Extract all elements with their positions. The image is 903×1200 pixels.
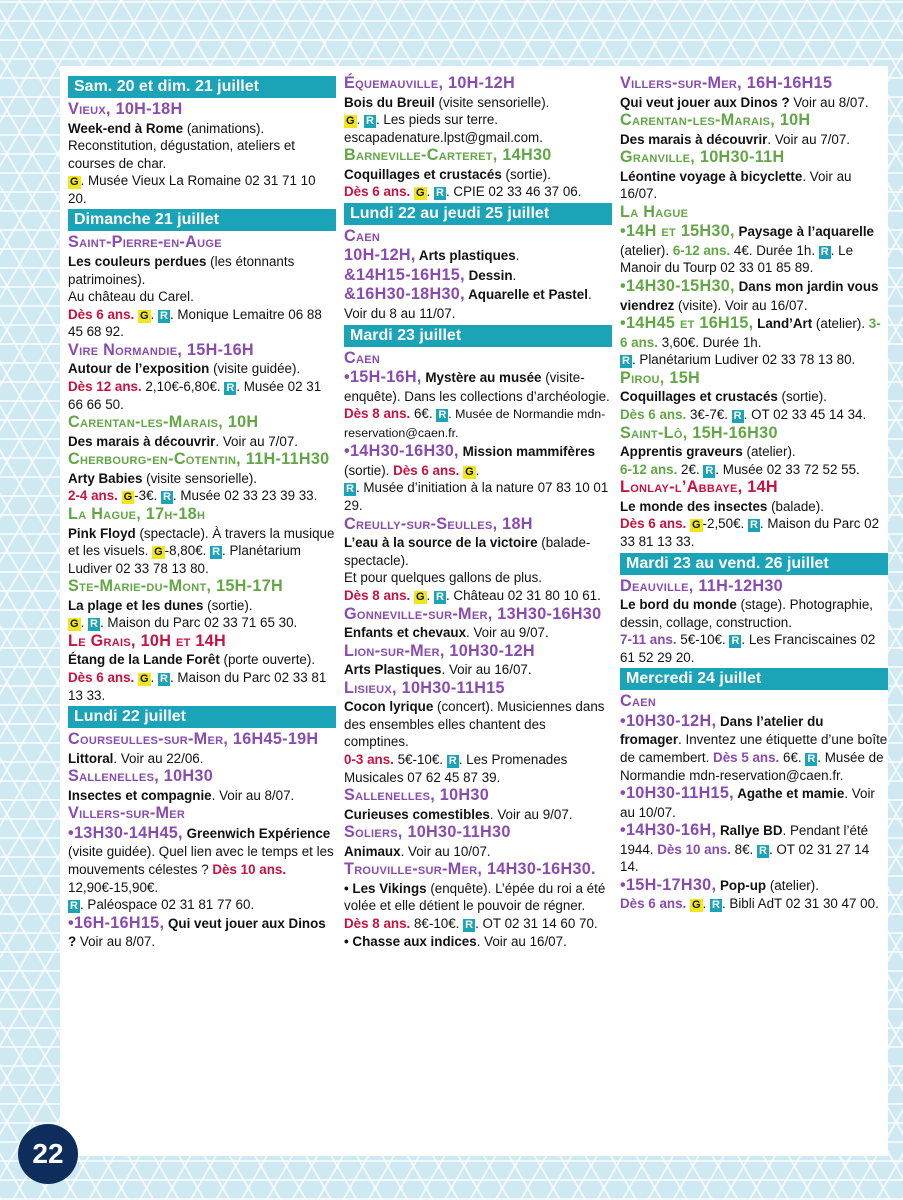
event-name: Agathe et mamie bbox=[733, 786, 845, 802]
event-title: Équemauville, 10H-12H bbox=[344, 74, 515, 92]
event-name: L’eau à la source de la victoire bbox=[344, 535, 538, 551]
reservation-badge: R bbox=[160, 673, 168, 686]
event-deauville bbox=[620, 577, 888, 667]
event-name: Land’Art bbox=[753, 316, 813, 332]
free-badge: G bbox=[465, 465, 474, 478]
reservation-badge: R bbox=[807, 752, 816, 765]
free-badge: G bbox=[415, 590, 425, 603]
date-header: Sam. 20 et dim. 21 juillet bbox=[68, 76, 336, 98]
page-number: 22 bbox=[18, 1124, 78, 1184]
event-name: Des marais à découvrir bbox=[620, 131, 768, 147]
event-title: Lion-sur-Mer, 10H30-12H bbox=[344, 641, 535, 660]
event-name: Autour de l’exposition bbox=[68, 361, 210, 377]
event-desc: Voir au 8/07. bbox=[76, 934, 156, 950]
event-info: . Les Franciscaines 02 61 52 29 20. bbox=[620, 632, 876, 665]
event-name: Dans l’atelier du fromager bbox=[620, 713, 824, 748]
event-name: Qui veut jouer aux Dinos ? bbox=[68, 915, 326, 950]
event-desc: (visite sensorielle). bbox=[434, 94, 550, 110]
age-label: Dès 10 ans. bbox=[212, 862, 287, 878]
event-desc-2: Au château du Carel. bbox=[68, 289, 194, 305]
price: -3€. bbox=[134, 488, 161, 504]
event-name: La plage et les dunes bbox=[68, 597, 204, 613]
session-time: •13H30-14H45, bbox=[68, 823, 183, 842]
event-info: . Maison du Parc 02 33 71 65 30. bbox=[99, 615, 298, 631]
event-info: . Les pieds sur terre. escapadenature.lpst@gmail.com. bbox=[344, 112, 543, 145]
price: 3,60€. Durée 1h. bbox=[657, 334, 762, 350]
event-title: Caen bbox=[344, 348, 381, 367]
event-info: . OT 02 31 14 60 70. bbox=[475, 916, 598, 932]
date-header: Mercredi 24 juillet bbox=[620, 668, 888, 690]
event-name: • Chasse aux indices bbox=[344, 933, 477, 949]
event-saint-pierre: Saint-Pierre-en-Auge Les couleurs perdues (les étonnants patrimoines). Au château du Carel. Dès 6 ans. G . R . Monique Lemaitre 06 88 45 68 92. bbox=[68, 233, 336, 340]
event-name: Paysage à l’aquarelle bbox=[734, 224, 875, 240]
event-cherbourg bbox=[68, 450, 336, 505]
age-label: Dès 10 ans. bbox=[657, 841, 731, 857]
event-la-hague-2 bbox=[620, 203, 888, 369]
event-title: La Hague, 17h-18h bbox=[68, 505, 206, 523]
event-name: Greenwich Expérience bbox=[182, 825, 331, 841]
event-desc: (atelier). bbox=[812, 316, 869, 332]
event-desc: (les étonnants patrimoines). bbox=[68, 253, 295, 287]
price: 3€-7€. bbox=[686, 406, 732, 422]
event-caen-3: Caen •10H30-12H, Dans l’atelier du fromager. Inventez une étiquette d’une boîte de camembert. Dès 5 ans. 6€. R . Musée de Normandie mdn-reservation@caen.fr. •10H30-11H15, Agathe et mamie. Voir au 10/07. •14H30-16H, Rallye BD. Pendant l’été 1944. Dès 10 ans. 8€. R . OT 02 31 27 14 14. •15H-17H30, Pop-up (atelier). Dès 6 ans. G . R . Bibli AdT 02 31 30 47 00. bbox=[620, 692, 888, 912]
event-equemauville: Équemauville, 10H-12H Bois du Breuil (visite sensorielle). G . R . Les pieds sur terre. escapadenature.lpst@gmail.com. bbox=[344, 74, 612, 146]
event-desc: (animations). Reconstitution, dégustation, ateliers et courses de char. bbox=[68, 120, 296, 171]
age-label: 3-6 ans. bbox=[620, 316, 881, 350]
free-badge: G bbox=[691, 899, 701, 912]
free-badge: G bbox=[415, 187, 425, 200]
punct: . bbox=[515, 248, 520, 264]
event-sallenelles-2 bbox=[344, 786, 612, 823]
age-label: Dès 8 ans. bbox=[344, 587, 411, 603]
event-courseulles bbox=[68, 730, 336, 767]
event-info: . Maison du Parc 02 33 81 13 33. bbox=[620, 516, 880, 549]
event-villers bbox=[68, 804, 336, 950]
age-label: 0-3 ans. bbox=[344, 751, 394, 767]
event-desc: . Voir au 8/07. bbox=[211, 787, 295, 803]
event-info: . Les Promenades Musicales 07 62 45 87 39. bbox=[344, 751, 568, 785]
event-info: . Monique Lemaitre 06 88 45 68 92. bbox=[68, 306, 322, 340]
event-info: . Planétarium Ludiver 02 33 78 13 80. bbox=[68, 543, 301, 576]
event-name: Bois du Breuil bbox=[344, 94, 435, 110]
event-desc: (balade-spectacle). bbox=[344, 535, 591, 568]
event-desc: (visite-enquête). Dans les collections d’archéologie. bbox=[344, 370, 610, 404]
session-time: •15H-17H30, bbox=[620, 875, 717, 894]
event-lion bbox=[344, 642, 612, 679]
price: 8€. bbox=[730, 841, 757, 857]
event-info: . Planétarium Ludiver 02 33 78 13 80. bbox=[631, 352, 856, 368]
reservation-badge: R bbox=[366, 115, 374, 128]
event-info: . OT 02 31 27 14 14. bbox=[620, 841, 870, 875]
event-desc: Voir du 8 au 11/07. bbox=[344, 305, 456, 321]
event-desc: . Voir au 16/07. bbox=[620, 168, 852, 202]
event-desc: (enquête). L’épée du roi a été volée et elle détient le pouvoir de régner. bbox=[344, 880, 606, 914]
punct: . bbox=[512, 267, 517, 283]
session-time: •14H et 15H30, bbox=[620, 222, 735, 241]
session-time: 10H-12H, bbox=[344, 246, 416, 265]
event-desc: . Voir au 7/07. bbox=[215, 433, 299, 449]
event-info: . OT 02 33 45 14 34. bbox=[743, 406, 867, 422]
event-name: Week-end à Rome bbox=[68, 120, 184, 136]
reservation-badge: R bbox=[448, 754, 457, 767]
reservation-badge: R bbox=[438, 409, 447, 422]
event-title: Lonlay-l’Abbaye, 14H bbox=[620, 478, 778, 497]
event-desc: (balade). bbox=[767, 498, 824, 514]
event-title: Lisieux, 10H30-11H15 bbox=[344, 678, 505, 697]
session-time: •15H-16H, bbox=[344, 368, 422, 387]
date-header: Dimanche 21 juillet bbox=[68, 209, 336, 231]
reservation-badge: R bbox=[733, 409, 742, 422]
event-granville bbox=[620, 148, 888, 203]
free-badge: G bbox=[346, 115, 355, 128]
session-time: •14H30-16H, bbox=[620, 821, 717, 840]
event-title: Cherbourg-en-Cotentin, 11H-11H30 bbox=[68, 450, 330, 469]
event-desc: (sortie). bbox=[203, 597, 253, 613]
reservation-badge: R bbox=[346, 483, 354, 496]
event-trouville bbox=[344, 860, 612, 950]
column-3 bbox=[620, 74, 888, 913]
event-vieux bbox=[68, 100, 336, 207]
age-label: Dès 6 ans. bbox=[620, 406, 687, 422]
price: 2€. bbox=[677, 461, 704, 477]
event-desc: (visite guidée). Quel lien avec le temps et les mouvements célestes ? bbox=[68, 844, 334, 878]
event-name: Le monde des insectes bbox=[620, 498, 768, 514]
age-label: Dès 6 ans. bbox=[620, 516, 687, 532]
event-title: Soliers, 10H30-11H30 bbox=[344, 823, 511, 842]
event-title: Trouville-sur-Mer, 14H30-16H30. bbox=[344, 860, 596, 879]
session-time: •10H30-11H15, bbox=[620, 784, 734, 803]
session-time: •16H-16H15, bbox=[68, 913, 165, 932]
event-title: Vire Normandie, 15H-16H bbox=[68, 340, 254, 359]
event-info: . CPIE 02 33 46 37 06. bbox=[445, 184, 582, 200]
age-label: 6-12 ans. bbox=[672, 242, 731, 258]
event-name: Pop-up bbox=[716, 877, 767, 893]
reservation-badge: R bbox=[622, 355, 630, 368]
event-name: Arty Babies bbox=[68, 470, 143, 486]
date-header: Lundi 22 juillet bbox=[68, 706, 336, 728]
age-label: Dès 6 ans. bbox=[393, 462, 460, 478]
price: 6€. bbox=[779, 749, 806, 765]
event-info: . Musée de Normandie mdn-reservation@caen.fr. bbox=[344, 407, 606, 440]
event-desc: . Pendant l’été 1944. bbox=[620, 823, 869, 857]
event-title: Carentan-les-Marais, 10H bbox=[620, 111, 811, 130]
event-title: Carentan-les-Marais, 10H bbox=[68, 413, 259, 432]
event-title: Gonneville-sur-Mer, 13H30-16H30 bbox=[344, 604, 602, 623]
event-desc: (atelier). bbox=[620, 242, 673, 258]
event-info: . Maison du Parc 02 33 81 13 33. bbox=[68, 670, 327, 703]
event-title: Creully-sur-Seulles, 18H bbox=[344, 514, 533, 533]
event-name: Mission mammifères bbox=[458, 444, 596, 460]
price: 8€-10€. bbox=[410, 916, 464, 932]
event-saint-lo bbox=[620, 424, 888, 479]
reservation-badge: R bbox=[465, 919, 474, 932]
event-barneville: Barneville-Carteret, 14H30 Coquillages et crustacés (sortie). Dès 6 ans. G . R . CPIE 02 33 46 37 06. bbox=[344, 146, 612, 201]
event-info: . Musée 02 33 72 52 55. bbox=[715, 461, 860, 477]
event-info: . Paléospace 02 31 81 77 60. bbox=[79, 897, 255, 913]
reservation-badge: R bbox=[436, 590, 444, 603]
event-desc: (concert). Musiciennes dans des ensembles elles chantent des comptines. bbox=[344, 699, 605, 750]
event-title: Caen bbox=[620, 692, 657, 711]
reservation-badge: R bbox=[160, 309, 168, 322]
event-title: Deauville, 11H-12H30 bbox=[620, 576, 783, 595]
event-gonneville bbox=[344, 605, 612, 642]
reservation-badge: R bbox=[731, 635, 740, 648]
event-villers-2 bbox=[620, 74, 888, 111]
reservation-badge: R bbox=[749, 519, 758, 532]
event-title: Granville, 10H30-11H bbox=[620, 148, 785, 167]
event-name: Arts Plastiques bbox=[344, 662, 442, 678]
event-info: . Château 02 31 80 10 61. bbox=[445, 587, 601, 603]
event-name: Animaux bbox=[344, 843, 401, 859]
session-time: •14H45 et 16H15, bbox=[620, 314, 754, 333]
event-title: Sallenelles, 10H30 bbox=[344, 786, 490, 805]
free-badge: G bbox=[154, 546, 163, 559]
event-sallenelles bbox=[68, 767, 336, 804]
age-label: Dès 8 ans. bbox=[344, 916, 411, 932]
event-carentan-2 bbox=[620, 111, 888, 148]
event-title: Le Grais, 10H et 14H bbox=[68, 631, 227, 650]
age-label: 7-11 ans. bbox=[620, 632, 677, 648]
event-info: . Bibli AdT 02 31 30 47 00. bbox=[721, 896, 879, 912]
event-desc: (sortie). bbox=[344, 462, 394, 478]
event-title: Barneville-Carteret, 14H30 bbox=[344, 146, 552, 165]
event-desc: . Voir au 10/07. bbox=[400, 843, 491, 859]
event-title: Vieux, 10H-18H bbox=[68, 100, 183, 118]
event-name: Léontine voyage à bicyclette bbox=[620, 168, 803, 184]
event-carentan bbox=[68, 413, 336, 450]
event-desc: . Voir au 9/07. bbox=[489, 806, 573, 822]
price: 2,10€-6,80€. bbox=[141, 379, 225, 395]
reservation-badge: R bbox=[212, 546, 221, 559]
event-vire bbox=[68, 341, 336, 413]
free-badge: G bbox=[123, 491, 133, 504]
reservation-badge: R bbox=[820, 245, 829, 258]
free-badge: G bbox=[139, 309, 149, 322]
date-header: Mardi 23 juillet bbox=[344, 325, 612, 347]
price: 6€. bbox=[410, 406, 437, 422]
event-name: Insectes et compagnie bbox=[68, 787, 212, 803]
free-badge: G bbox=[70, 618, 79, 631]
event-title: Sallenelles, 10H30 bbox=[68, 767, 214, 786]
event-name: • Les Vikings bbox=[344, 880, 427, 896]
event-info: . Musée d’initiation à la nature 07 83 10 01 29. bbox=[344, 480, 609, 514]
event-name: Pink Floyd bbox=[68, 525, 136, 541]
event-name: Étang de la Lande Forêt bbox=[68, 652, 220, 668]
event-desc: . Voir au 7/07. bbox=[767, 131, 851, 147]
event-name: Mystère au musée bbox=[421, 370, 542, 386]
price: -8,80€. bbox=[164, 543, 211, 559]
event-title: Courseulles-sur-Mer, 16H45-19H bbox=[68, 730, 319, 749]
reservation-badge: R bbox=[70, 900, 78, 913]
reservation-badge: R bbox=[90, 618, 98, 631]
event-desc: (stage). Photographie, dessin, collage, construction. bbox=[620, 597, 874, 630]
age-label: Dès 6 ans. bbox=[68, 670, 135, 686]
event-name: Rallye BD bbox=[716, 823, 783, 839]
event-title: Pirou, 15H bbox=[620, 368, 700, 387]
reservation-badge: R bbox=[226, 382, 235, 395]
event-desc: . Voir au 22/06. bbox=[113, 750, 204, 766]
event-title: Saint-Pierre-en-Auge bbox=[68, 233, 222, 252]
age-label: Dès 12 ans. bbox=[68, 379, 142, 395]
event-name: Dessin bbox=[464, 267, 513, 283]
event-info: . Le Manoir du Tourp 02 33 01 85 89. bbox=[620, 242, 854, 276]
event-name: Coquillages et crustacés bbox=[344, 166, 502, 182]
age-label: Dès 6 ans. bbox=[68, 306, 135, 322]
event-soliers bbox=[344, 823, 612, 860]
session-time: &16H30-18H30, bbox=[344, 285, 465, 304]
event-info: . Musée de Normandie mdn-reservation@caen.fr. bbox=[620, 749, 884, 783]
event-desc: . Voir au 16/07. bbox=[441, 662, 532, 678]
age-label: 2-4 ans. bbox=[68, 488, 118, 504]
reservation-badge: R bbox=[705, 464, 714, 477]
date-header: Lundi 22 au jeudi 25 juillet bbox=[344, 203, 612, 225]
free-badge: G bbox=[70, 176, 79, 189]
event-la-hague bbox=[68, 505, 336, 577]
reservation-badge: R bbox=[712, 899, 720, 912]
event-name: Arts plastiques bbox=[415, 248, 516, 264]
event-desc: . Voir au 9/07. bbox=[466, 625, 549, 640]
event-ste-marie: Ste-Marie-du-Mont, 15H-17H La plage et les dunes (sortie). G . R . Maison du Parc 02 33 71 65 30. bbox=[68, 577, 336, 632]
event-lisieux bbox=[344, 679, 612, 786]
price: 5€-10€. bbox=[393, 751, 447, 767]
event-desc: . Inventez une étiquette d’une boîte de camembert. bbox=[620, 732, 888, 765]
reservation-badge: R bbox=[162, 491, 171, 504]
age-label: Dès 6 ans. bbox=[620, 896, 687, 912]
event-title: Ste-Marie-du-Mont, 15H-17H bbox=[68, 577, 283, 596]
event-name: Coquillages et crustacés bbox=[620, 389, 778, 405]
event-desc: (atelier). bbox=[766, 877, 819, 893]
event-desc: (visite). Voir au 16/07. bbox=[674, 297, 808, 313]
event-title: Saint-Lô, 15H-16H30 bbox=[620, 423, 778, 442]
age-label: 6-12 ans. bbox=[620, 461, 678, 477]
event-lonlay bbox=[620, 478, 888, 550]
event-desc: (sortie). bbox=[501, 166, 551, 182]
event-title: Villers-sur-Mer, 16H-16H15 bbox=[620, 74, 833, 92]
event-title: Villers-sur-Mer bbox=[68, 804, 186, 823]
event-name: Le bord du monde bbox=[620, 597, 737, 612]
free-badge: G bbox=[691, 519, 701, 532]
event-le-grais: Le Grais, 10H et 14H Étang de la Lande Forêt (porte ouverte). Dès 6 ans. G . R . Maison du Parc 02 33 81 13 33. bbox=[68, 632, 336, 704]
session-time: •14H30-15H30, bbox=[620, 277, 735, 296]
event-name: Enfants et chevaux bbox=[344, 625, 467, 640]
agenda-page bbox=[60, 66, 888, 1156]
event-title: La Hague bbox=[620, 202, 689, 221]
price: 5€-10€. bbox=[676, 632, 730, 648]
punct: . bbox=[587, 287, 592, 303]
event-desc: (sortie). bbox=[777, 389, 827, 405]
date-header: Mardi 23 au vend. 26 juillet bbox=[620, 553, 888, 575]
event-title: Caen bbox=[344, 226, 381, 245]
event-name: Des marais à découvrir bbox=[68, 433, 216, 449]
event-caen-1 bbox=[344, 227, 612, 323]
event-name: Apprentis graveurs bbox=[620, 444, 743, 460]
event-creully: Creully-sur-Seulles, 18H L’eau à la source de la victoire (balade-spectacle). Et pour quelques gallons de plus. Dès 8 ans. G . R . Château 02 31 80 10 61. bbox=[344, 515, 612, 605]
event-name: Littoral bbox=[68, 750, 114, 766]
event-name: Cocon lyrique bbox=[344, 699, 434, 715]
event-desc: . Voir au 10/07. bbox=[620, 786, 875, 820]
column-2 bbox=[344, 74, 612, 950]
column-1 bbox=[68, 74, 336, 951]
event-name: Qui veut jouer aux Dinos ? bbox=[620, 94, 790, 110]
free-badge: G bbox=[139, 673, 149, 686]
reservation-badge: R bbox=[759, 844, 767, 857]
price: 12,90€-15,90€. bbox=[68, 879, 159, 895]
event-desc: (spectacle). À travers la musique et les visuels. bbox=[68, 525, 335, 559]
event-desc: (visite sensorielle). bbox=[142, 470, 258, 486]
event-desc: (atelier). bbox=[742, 444, 796, 460]
event-info: . Musée 02 33 23 39 33. bbox=[172, 488, 318, 504]
session-time: •10H30-12H, bbox=[620, 711, 717, 730]
price: -2,50€. bbox=[702, 516, 748, 532]
event-desc: (visite guidée). bbox=[209, 361, 301, 377]
event-name: Aquarelle et Pastel bbox=[464, 287, 588, 303]
event-desc: . Voir au 16/07. bbox=[476, 933, 567, 949]
event-info: . Musée Vieux La Romaine 02 31 71 10 20. bbox=[68, 173, 316, 206]
event-name: Les couleurs perdues bbox=[68, 253, 207, 269]
event-pirou bbox=[620, 369, 888, 424]
age-label: Dès 8 ans. bbox=[344, 406, 411, 422]
event-name: Curieuses comestibles bbox=[344, 806, 490, 822]
reservation-badge: R bbox=[436, 187, 444, 200]
event-desc-2: Et pour quelques gallons de plus. bbox=[344, 570, 543, 586]
session-time: &14H15-16H15, bbox=[344, 265, 465, 284]
age-label: Dès 5 ans. bbox=[713, 749, 780, 765]
event-desc: (porte ouverte). bbox=[219, 652, 316, 668]
age-label: Dès 6 ans. bbox=[344, 184, 411, 200]
event-caen-2: Caen •15H-16H, Mystère au musée (visite-enquête). Dans les collections d’archéologie. Dès 8 ans. 6€. R . Musée de Normandie mdn-reservation@caen.fr. •14H30-16H30, Mission mammifères (sortie). Dès 6 ans. G . R . Musée d’initiation à la nature 07 83 10 01 29. bbox=[344, 349, 612, 515]
price: 4€. Durée 1h. bbox=[730, 242, 819, 258]
event-desc: Voir au 8/07. bbox=[789, 94, 869, 110]
event-info: . Musée 02 31 66 66 50. bbox=[68, 379, 322, 412]
event-name: Dans mon jardin vous viendrez bbox=[620, 279, 879, 313]
session-time: •14H30-16H30, bbox=[344, 442, 459, 461]
